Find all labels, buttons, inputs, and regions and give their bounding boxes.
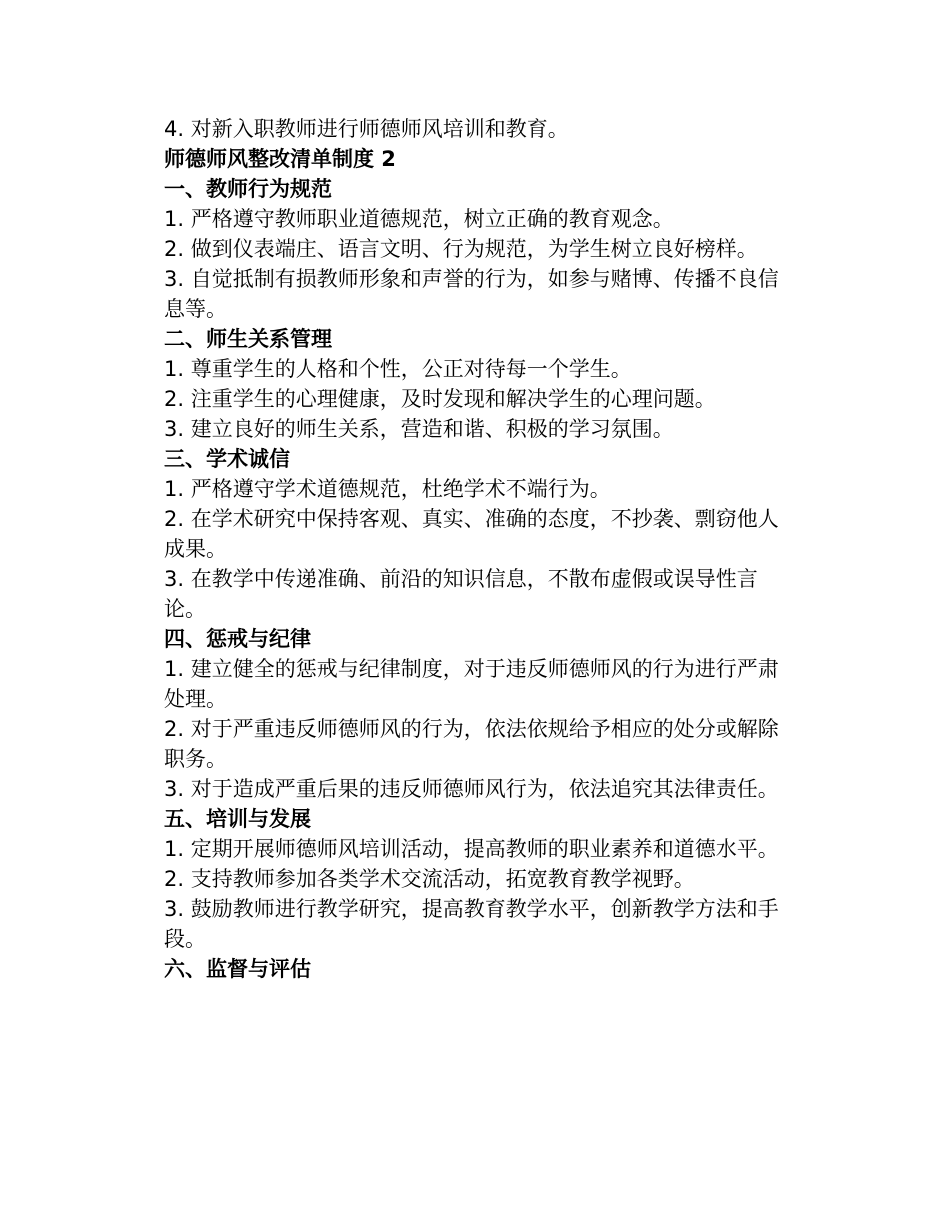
section-heading: 六、监督与评估	[164, 957, 311, 981]
section-heading: 五、培训与发展	[164, 807, 311, 831]
list-item: 3. 自觉抵制有损教师形象和声誉的行为，如参与赌博、传播不良信息等。	[164, 267, 779, 321]
list-item: 2. 注重学生的心理健康，及时发现和解决学生的心理问题。	[164, 387, 716, 411]
list-item: 1. 严格遵守学术道德规范，杜绝学术不端行为。	[164, 477, 611, 501]
list-item: 1. 严格遵守教师职业道德规范，树立正确的教育观念。	[164, 207, 674, 231]
list-item: 2. 做到仪表端庄、语言文明、行为规范，为学生树立良好榜样。	[164, 237, 758, 261]
list-item: 2. 支持教师参加各类学术交流活动，拓宽教育教学视野。	[164, 867, 695, 891]
list-item: 3. 对于造成严重后果的违反师德师风行为，依法追究其法律责任。	[164, 777, 779, 801]
document-title: 师德师风整改清单制度 2	[164, 147, 396, 171]
list-item: 4. 对新入职教师进行师德师风培训和教育。	[164, 117, 569, 141]
list-item: 3. 建立良好的师生关系，营造和谐、积极的学习氛围。	[164, 417, 674, 441]
list-item: 3. 鼓励教师进行教学研究，提高教育教学水平，创新教学方法和手段。	[164, 897, 779, 951]
list-item: 1. 建立健全的惩戒与纪律制度，对于违反师德师风的行为进行严肃处理。	[164, 657, 779, 711]
list-item: 3. 在教学中传递准确、前沿的知识信息，不散布虚假或误导性言论。	[164, 567, 758, 621]
section-heading: 二、师生关系管理	[164, 327, 332, 351]
document-body	[164, 114, 784, 984]
section-heading: 三、学术诚信	[164, 447, 290, 471]
list-item: 2. 在学术研究中保持客观、真实、准确的态度，不抄袭、剽窃他人成果。	[164, 507, 779, 561]
section-heading: 四、惩戒与纪律	[164, 627, 311, 651]
list-item: 1. 尊重学生的人格和个性，公正对待每一个学生。	[164, 357, 632, 381]
list-item: 2. 对于严重违反师德师风的行为，依法依规给予相应的处分或解除职务。	[164, 717, 779, 771]
list-item: 1. 定期开展师德师风培训活动，提高教师的职业素养和道德水平。	[164, 837, 779, 861]
section-heading: 一、教师行为规范	[164, 177, 332, 201]
